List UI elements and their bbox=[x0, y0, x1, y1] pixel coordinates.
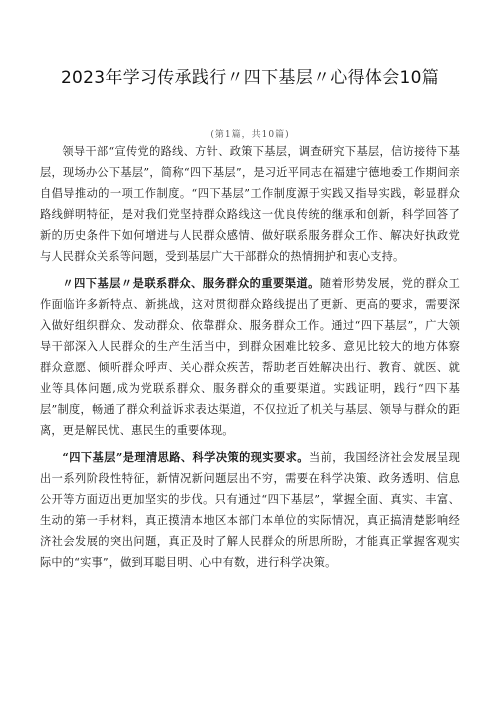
paragraph bbox=[40, 141, 460, 267]
paragraph-text: 领导干部“宣传党的路线、方针、政策下基层，调查研究下基层，信访接待下基层，现场办公下基层”，简称“四下基层”，是习近平同志在福建宁德地委工作期间亲自倡导推动的一项工作制度。“四下基层”工作制度源于实践又指导实践，彰显群众路线鲜明特征，是对我们党坚持群众路线这一优良传统的继承和创新，科学回答了新的历史条件下如何增进与人民群众感情、做好联系服务群众工作、解决好执政党与人民群众关系等问题，受到基层广大干部群众的热情拥护和衷心支持。 bbox=[40, 145, 460, 263]
paragraph bbox=[40, 447, 460, 573]
paragraph-lead: “四下基层”是理清思路、科学决策的现实要求。 bbox=[62, 450, 309, 464]
paragraph-text: 随着形势发展，党的群众工作面临许多新特点、新挑战，这对贯彻群众路线提出了更新、更高的要求，需要深入做好组织群众、发动群众、依靠群众、服务群众工作。通过“四下基层”，广大领导干部深入人民群众的生产生活当中，到群众困难比较多、意见比较大的地方体察群众意愿、倾听群众呼声、关心群众疾苦，帮助老百姓解决出行、教育、就医、就业等具体问题,成为党联系群众、服务群众的重要渠道。实践证明，践行“四下基层”制度，畅通了群众利益诉求表达渠道，不仅拉近了机关与基层、领导与群众的距离，更是解民忧、惠民生的重要体现。 bbox=[40, 277, 460, 437]
paragraph-text: 当前，我国经济社会发展呈现出一系列阶段性特征，新情况新问题层出不穷，需要在科学决策、政务透明、信息公开等方面迈出更加坚实的步伐。只有通过“四下基层”，掌握全面、真实、丰富、生动的第一手材料，真正摸清本地区本部门本单位的实际情况，真正搞清楚影响经济社会发展的突出问题，真正及时了解人民群众的所思所盼，才能真正掌握客观实际中的“实事”，做到耳聪目明、心中有数，进行科学决策。 bbox=[40, 451, 460, 569]
page-info: (第1篇，共10篇) bbox=[210, 130, 290, 140]
document-title: 2023年学习传承践行〃四下基层〃心得体会10篇 bbox=[60, 68, 440, 88]
paragraph bbox=[40, 273, 460, 441]
paragraph-lead: 〃四下基层〃是联系群众、服务群众的重要渠道。 bbox=[62, 276, 320, 290]
document-body bbox=[40, 141, 460, 579]
